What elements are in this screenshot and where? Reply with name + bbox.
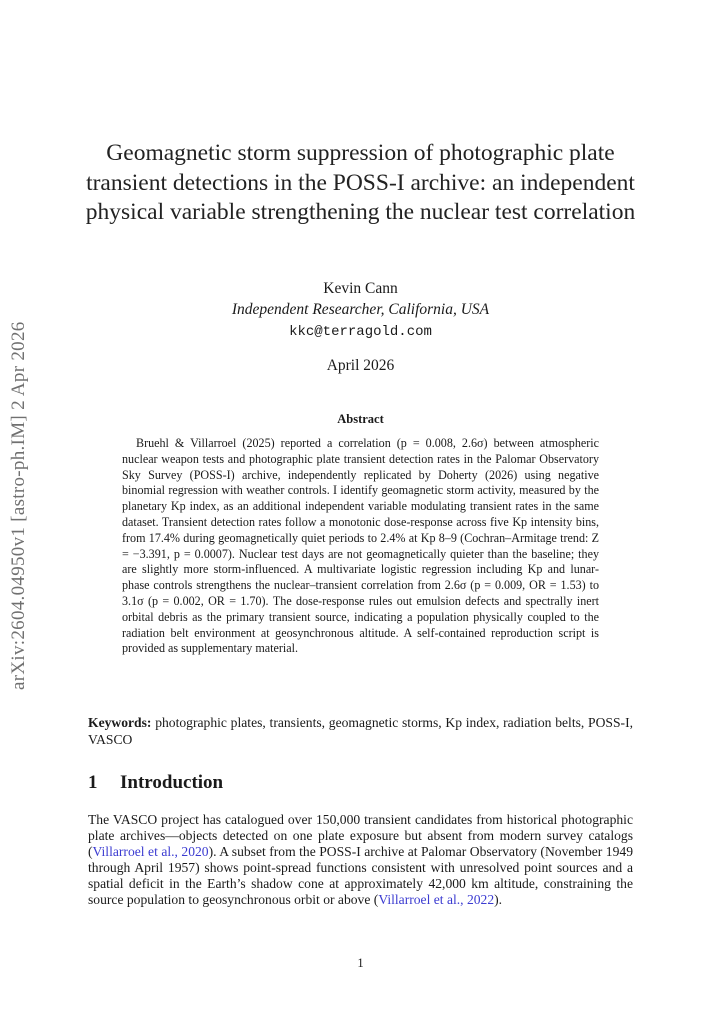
publication-date: April 2026 (326, 357, 395, 374)
page-number: 1 (357, 956, 364, 970)
section-number: 1 (88, 772, 98, 793)
keywords-text: photographic plates, transients, geomagnetic storms, Kp index, radiation belts, POSS-I, VASCO (88, 715, 633, 747)
abstract-heading: Abstract (337, 412, 384, 426)
intro-paragraph (88, 812, 633, 909)
abstract-text: Bruehl & Villarroel (2025) reported a correlation (p = 0.008, 2.6σ) between atmospheric nuclear weapon tests and photographic plate transient detection rates in the Palomar Observatory Sky Survey (POSS-I) archive, independently replicated by Doherty (2026) using negative binomial regression with weather controls. I identify geomagnetic storm activity, measured by the planetary Kp index, as an additional independent variable modulating transient rates in the same dataset. Transient detection rates follow a monotonic dose-response across five Kp intensity bins, from 17.4% during geomagnetically quiet periods to 2.4% at Kp 8–9 (Cochran–Armitage trend: Z = −3.391, p = 0.0007). Nuclear test days are not geomagnetically quieter than the baseline; they are slightly more storm-influenced. A multivariate logistic regression including Kp and lunar-phase controls strengthens the nuclear–transient correlation from 2.6σ (p = 0.009, OR = 1.53) to 3.1σ (p = 0.002, OR = 1.70). The dose-response rules out emulsion defects and spectrally inert orbital debris as the primary transient source, indicating a population physically coupled to the radiation belt environment at geosynchronous altitude. A self-contained reproduction script is provided as supplementary material. (122, 436, 599, 656)
intro-text-3: ). (494, 892, 503, 908)
citation-link[interactable]: Villarroel et al., 2022 (378, 892, 495, 908)
paper-title: Geomagnetic storm suppression of photographic plate transient detections in the POSS-I archive: an independent physical variable strengthening the nuclear test correlation (85, 140, 636, 225)
author-email[interactable]: kkc@terragold.com (289, 324, 432, 340)
section-title: Introduction (120, 772, 224, 793)
author-name: Kevin Cann (323, 280, 398, 297)
section-heading (88, 772, 633, 794)
intro-text-2: ). A subset from the POSS-I archive at Palomar Observatory (November 1949 through April 1957) shows point-spread functions consistent with unresolved point sources and a spatial deficit in the Earth’s shadow cone at approximately 42,000 km altitude, constraining the source population to geosynchronous orbit or above ( (88, 844, 633, 908)
keywords-block (88, 714, 633, 748)
author-affiliation: Independent Researcher, California, USA (231, 301, 490, 318)
keywords-label: Keywords: (88, 715, 152, 730)
citation-link[interactable]: Villarroel et al., 2020 (92, 844, 209, 860)
intro-text-1: The VASCO project has catalogued over 150,000 transient candidates from historical photographic plate archives—objects detected on one plate exposure but absent from modern survey catalogs ( (88, 812, 633, 860)
